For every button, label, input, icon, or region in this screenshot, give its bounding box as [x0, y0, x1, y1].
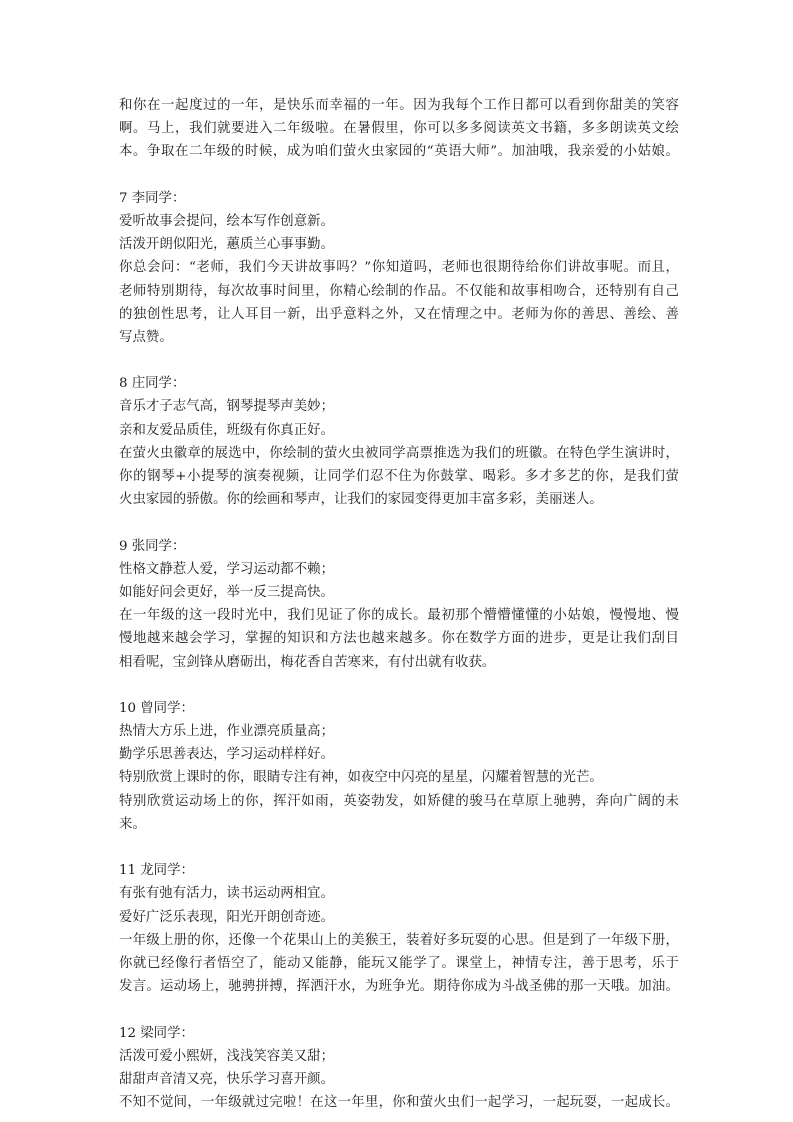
paragraph-line: 相看呢，宝剑锋从磨砺出，梅花香自苦寒来，有付出就有收获。 — [119, 654, 496, 670]
spacer — [119, 998, 679, 1021]
paragraph-line: 和你在一起度过的一年，是快乐而幸福的一年。因为我每个工作日都可以看到你甜美的笑容 — [119, 98, 679, 113]
student-section — [119, 697, 679, 836]
student-heading: 8 庄同学： — [119, 376, 186, 392]
paragraph-line: 火虫家园的骄傲。你的绘画和琴声，让我们的家园变得更加丰富多彩，美丽迷人。 — [119, 492, 603, 508]
student-heading: 10 曾同学： — [119, 700, 194, 716]
student-section — [119, 859, 679, 998]
paragraph-line: 啊。马上，我们就要进入二年级啦。在暑假里，你可以多多阅读英文书籍，多多朗读英文绘 — [119, 121, 679, 137]
poem-line: 如能好问会更好，举一反三提高快。 — [119, 584, 335, 600]
paragraph-line: 一年级上册的你，还像一个花果山上的美猴王，装着好多玩耍的心思。但是到了一年级下册， — [119, 932, 679, 948]
paragraph-line: 的独创性思考，让人耳目一新，出乎意料之外，又在情理之中。老师为你的善思、善绘、善 — [119, 306, 679, 322]
poem-line: 甜甜声音清又亮，快乐学习喜开颜。 — [119, 1071, 335, 1087]
student-heading: 9 张同学： — [119, 538, 186, 554]
poem-line: 活泼开朗似阳光，蕙质兰心事事勤。 — [119, 237, 335, 253]
paragraph-line: 特别欣赏运动场上的你，挥汗如雨，英姿勃发，如矫健的骏马在草原上驰骋，奔向广阔的未 — [119, 793, 679, 809]
poem-line: 性格文静惹人爱，学习运动都不赖； — [119, 561, 335, 577]
student-section — [119, 187, 679, 349]
paragraph-line: 特别欣赏上课时的你，眼睛专注有神，如夜空中闪亮的星星，闪耀着智慧的光芒。 — [119, 770, 603, 786]
poem-line: 热情大方乐上进，作业漂亮质量高； — [119, 724, 335, 740]
student-heading: 11 龙同学： — [119, 863, 194, 879]
paragraph-line: 写点赞。 — [119, 329, 173, 345]
spacer — [119, 674, 679, 697]
poem-line: 有张有弛有活力，读书运动两相宜。 — [119, 886, 335, 902]
paragraph-line: 在萤火虫徽章的展选中，你绘制的萤火虫被同学高票推选为我们的班徽。在特色学生演讲时， — [119, 445, 679, 461]
intro-paragraph — [119, 94, 679, 164]
paragraph-line: 不知不觉间，一年级就过完啦！在这一年里，你和萤火虫们一起学习，一起玩耍，一起成长。 — [119, 1095, 679, 1111]
paragraph-line: 你总会问：“老师，我们今天讲故事吗？”你知道吗，老师也很期待给你们讲故事呢。而且， — [119, 260, 679, 276]
paragraph-line: 你就已经像行者悟空了，能动又能静，能玩又能学了。课堂上，神情专注，善于思考，乐于 — [119, 955, 679, 971]
poem-line: 音乐才子志气高，钢琴提琴声美妙； — [119, 399, 335, 415]
student-heading: 12 梁同学： — [119, 1025, 194, 1041]
spacer — [119, 511, 679, 534]
document-page — [119, 94, 679, 1114]
poem-line: 活泼可爱小熙妍，浅浅笑容美又甜； — [119, 1048, 335, 1064]
poem-line: 爱好广泛乐表现，阳光开朗创奇迹。 — [119, 909, 335, 925]
poem-line: 勤学乐思善表达，学习运动样样好。 — [119, 747, 335, 763]
poem-line: 爱听故事会提问，绘本写作创意新。 — [119, 213, 335, 229]
spacer — [119, 349, 679, 372]
student-heading: 7 李同学： — [119, 190, 186, 206]
paragraph-line: 发言。运动场上，驰骋拼搏，挥洒汗水，为班争光。期待你成为斗战圣佛的那一天哦。加油。 — [119, 979, 679, 995]
spacer — [119, 836, 679, 859]
paragraph-line: 你的钢琴+小提琴的演奏视频，让同学们忍不住为你鼓掌、喝彩。多才多艺的你，是我们萤 — [119, 469, 679, 484]
spacer — [119, 164, 679, 187]
student-section — [119, 535, 679, 674]
paragraph-line: 本。争取在二年级的时候，成为咱们萤火虫家园的“英语大师”。加油哦，我亲爱的小姑娘。 — [119, 144, 679, 160]
poem-line: 亲和友爱品质佳，班级有你真正好。 — [119, 422, 335, 438]
paragraph-line: 在一年级的这一段时光中，我们见证了你的成长。最初那个懵懵懂懂的小姑娘，慢慢地、慢 — [119, 608, 679, 624]
paragraph-line: 慢地越来越会学习，掌握的知识和方法也越来越多。你在数学方面的进步，更是让我们刮目 — [119, 631, 679, 647]
student-section — [119, 1022, 679, 1115]
student-section — [119, 372, 679, 511]
paragraph-line: 来。 — [119, 816, 146, 832]
paragraph-line: 老师特别期待，每次故事时间里，你精心绘制的作品。不仅能和故事相吻合，还特别有自己 — [119, 283, 679, 299]
